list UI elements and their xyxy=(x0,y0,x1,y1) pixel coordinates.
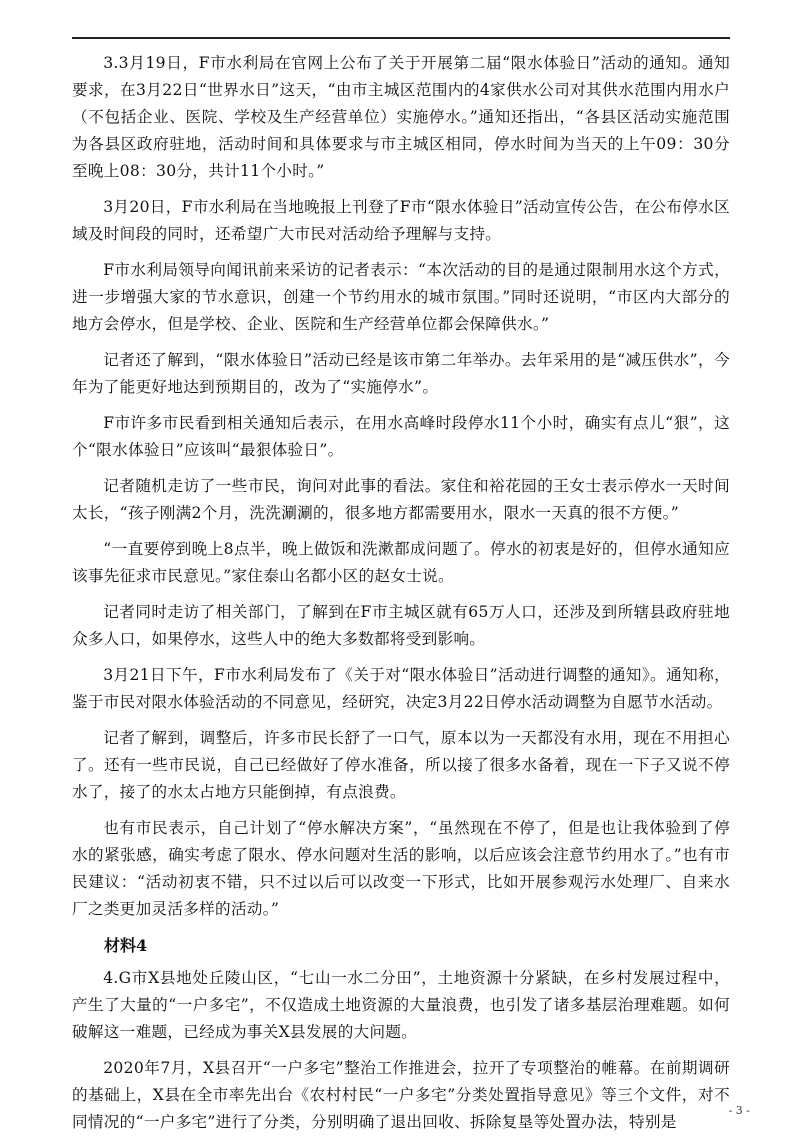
paragraph: F市水利局领导向闻讯前来采访的记者表示：“本次活动的目的是通过限制用水这个方式，进一步增强大家的节水意识，创建一个节约用水的城市氛围。”同时还说明，“市区内大部分的地方会停水，但是学校、企业、医院和生产经营单位都会保障供水。” xyxy=(72,261,730,333)
paragraph: 3月20日，F市水利局在当地晚报上刊登了F市“限水体验日”活动宣传公告，在公布停水区域及时间段的同时，还希望广大市民对活动给予理解与支持。 xyxy=(72,198,730,243)
paragraph: 也有市民表示，自己计划了“停水解决方案”，“虽然现在不停了，但是也让我体验到了停水的紧张感，确实考虑了限水、停水问题对生活的影响，以后应该会注意节约用水了。”也有市民建议：“活动初衷不错，只不过以后可以改变一下形式，比如开展参观污水处理厂、自来水厂之类更加灵活多样的活动。” xyxy=(72,819,730,918)
page-number: - 3 - xyxy=(728,1104,750,1117)
paragraph: 记者同时走访了相关部门，了解到在F市主城区就有65万人口，还涉及到所辖县政府驻地众多人口，如果停水，这些人中的绝大多数都将受到影响。 xyxy=(72,603,730,648)
paragraph: “一直要停到晚上8点半，晚上做饭和洗漱都成问题了。停水的初衷是好的，但停水通知应该事先征求市民意见。”家住泰山名都小区的赵女士说。 xyxy=(72,540,730,585)
paragraph: 2020年7月，X县召开“一户多宅”整治工作推进会，拉开了专项整治的帷幕。在前期调研的基础上，X县在全市率先出台《农村村民“一户多宅”分类处置指导意见》等三个文件，对不同情况的“一户多宅”进行了分类，分别明确了退出回收、拆除复垦等处置办法，特别是 xyxy=(72,1059,730,1131)
paragraph: 3月21日下午，F市水利局发布了《关于对“限水体验日”活动进行调整的通知》。通知称，鉴于市民对限水体验活动的不同意见，经研究，决定3月22日停水活动调整为自愿节水活动。 xyxy=(72,666,730,711)
paragraph: 4.G市X县地处丘陵山区，“七山一水二分田”，土地资源十分紧缺，在乡村发展过程中，产生了大量的“一户多宅”，不仅造成土地资源的大量浪费，也引发了诸多基层治理难题。如何破解这一难题，已经成为事关X县发展的大问题。 xyxy=(72,969,730,1041)
paragraph: 3.3月19日，F市水利局在官网上公布了关于开展第二届“限水体验日”活动的通知。通知要求，在3月22日“世界水日”这天，“由市主城区范围内的4家供水公司对其供水范围内用水户（不包括企业、医院、学校及生产经营单位）实施停水。”通知还指出，“各县区活动实施范围为各县区政府驻地，活动时间和具体要求与市主城区相同，停水时间为当天的上午09：30分至晚上08：30分，共计11个小时。” xyxy=(72,54,730,180)
paragraph: 记者还了解到，“限水体验日”活动已经是该市第二年举办。去年采用的是“减压供水”，今年为了能更好地达到预期目的，改为了“实施停水”。 xyxy=(72,351,730,396)
paragraph: F市许多市民看到相关通知后表示，在用水高峰时段停水11个小时，确实有点儿“狠”，这个“限水体验日”应该叫“最狠体验日”。 xyxy=(72,414,730,459)
section-heading: 材料4 xyxy=(104,936,148,955)
header-rule xyxy=(72,37,730,39)
document-body xyxy=(72,50,730,1145)
paragraph: 记者随机走访了一些市民，询问对此事的看法。家住和裕花园的王女士表示停水一天时间太长，“孩子刚满2个月，洗洗涮涮的，很多地方都需要用水，限水一天真的很不方便。” xyxy=(72,477,730,522)
paragraph: 记者了解到，调整后，许多市民长舒了一口气，原本以为一天都没有水用，现在不用担心了。还有一些市民说，自己已经做好了停水准备，所以接了很多水备着，现在一下子又说不停水了，接了的水太占地方只能倒掉，有点浪费。 xyxy=(72,729,730,801)
